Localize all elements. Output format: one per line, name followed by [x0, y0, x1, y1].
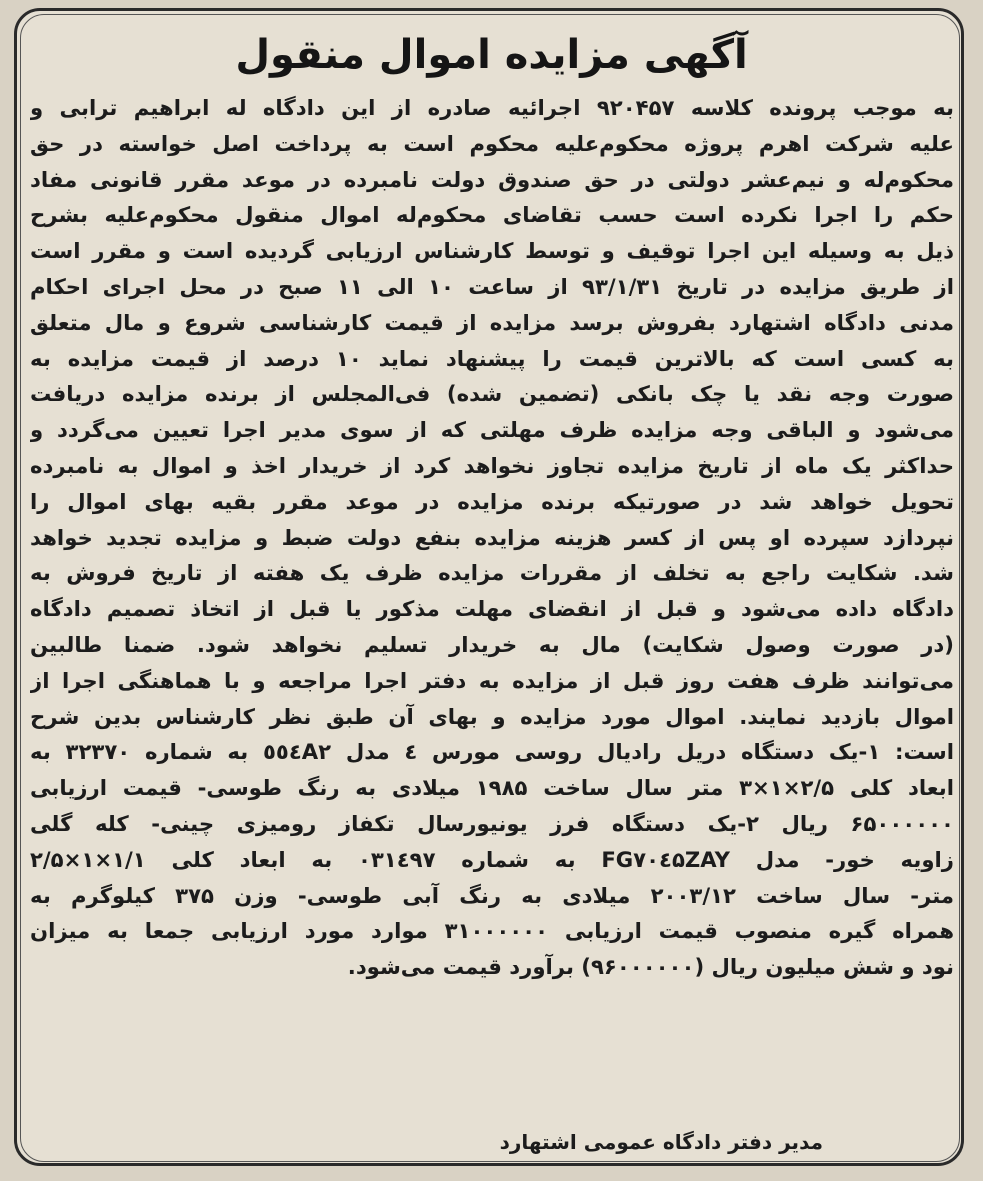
- notice-line: به موجب پرونده کلاسه ۹۲۰۴۵۷ اجرائیه صادره از این دادگاه له ابراهیم ترابی و: [30, 95, 954, 120]
- notice-line: حکم را اجرا نکرده است حسب تقاضای محکوم‌له اموال منقول محکوم‌علیه بشرح: [30, 202, 954, 228]
- notice-line: صورت وجه نقد یا چک بانکی (تضمین شده) فی‌المجلس از برنده مزایده دریافت: [30, 381, 954, 407]
- notice-line: حداکثر یک ماه از تاریخ مزایده تجاوز نخواهد کرد از خریدار اخذ و اموال به نامبرده: [30, 452, 954, 478]
- notice-line: همراه گیره منصوب قیمت ارزیابی ۳۱۰۰۰۰۰۰ موارد مورد ارزیابی جمعا به میزان: [30, 918, 954, 944]
- notice-line: به کسی است که بالاترین قیمت را پیشنهاد نماید ۱۰ درصد از قیمت مزایده به: [30, 345, 954, 371]
- notice-line: علیه شرکت اهرم پروژه محکوم‌علیه محکوم است به پرداخت اصل خواسته در حق: [30, 130, 954, 156]
- notice-line: محکوم‌له و نیم‌عشر دولتی در حق صندوق دولت نامبرده در موعد مقرر قانونی مفاد: [30, 166, 954, 192]
- notice-line: شد. شکایت راجع به تخلف از مقررات مزایده ظرف یک هفته از تاریخ فروش به: [30, 560, 954, 586]
- notice-line: (در صورت وصول شکایت) مال به خریدار تسلیم نخواهد شود. ضمنا طالبین: [30, 631, 954, 657]
- notice-line: است: ۱-یک دستگاه دریل رادیال روسی مورس ٤ مدل ٥٥٤A۲ به شماره ۳۲۳۷۰ به: [30, 739, 954, 765]
- notice-signature: مدیر دفتر دادگاه عمومی اشتهارد: [499, 1130, 823, 1154]
- notice-line: نپردازد سپرده او پس از کسر هزینه مزایده بنفع دولت ضبط و مزایده تجدید خواهد: [30, 524, 954, 550]
- notice-line: می‌شود و الباقی وجه مزایده ظرف مهلتی که از سوی مدیر اجرا تعیین می‌گردد و: [30, 417, 954, 443]
- notice-line: نود و شش میلیون ریال (۹۶۰۰۰۰۰۰) برآورد قیمت می‌شود.: [347, 954, 954, 980]
- notice-line: می‌توانند ظرف هفت روز قبل از مزایده به دفتر اجرا مراجعه و با هماهنگی اجرا از: [30, 667, 954, 693]
- notice-title: آگهی مزایده اموال منقول: [235, 32, 748, 78]
- notice-line: تحویل خواهد شد در صورتیکه برنده مزایده در موعد مقرر بقیه بهای اموال را: [30, 488, 954, 514]
- notice-line: ۶۵۰۰۰۰۰۰ ریال ۲-یک دستگاه فرز یونیورسال تکفاز رومیزی چینی- کله گلی: [30, 810, 954, 836]
- notice-line: ابعاد کلی ۲/۵×۱×۳ متر سال ساخت ۱۹۸۵ میلادی به رنگ طوسی- قیمت ارزیابی: [30, 775, 954, 801]
- notice-line: از طریق مزایده در تاریخ ۹۳/۱/۳۱ از ساعت ۱۰ الی ۱۱ صبح در محل اجرای احکام: [30, 273, 954, 299]
- notice-line: اموال بازدید نمایند. اموال مورد مزایده و بهای آن طبق نظر کارشناس بدین شرح: [30, 703, 954, 729]
- notice-line: مدنی دادگاه اشتهارد بفروش برسد مزایده از قیمت کارشناسی شروع و مال متعلق: [30, 309, 954, 335]
- notice-line: دادگاه داده می‌شود و قبل از انقضای مهلت مذکور یا قبل از اتخاذ تصمیم دادگاه: [30, 596, 954, 622]
- notice-body: [30, 90, 954, 985]
- notice-line: ذیل به وسیله این اجرا توقیف و توسط کارشناس ارزیابی گردیده است و مقرر است: [30, 238, 954, 264]
- notice-line: زاویه خور- مدل FG۷۰٤۵ZAY به شماره ۰۳۱٤۹۷ به ابعاد کلی ۱/۱×۱×۲/۵: [30, 846, 954, 872]
- notice-line: متر- سال ساخت ۲۰۰۳/۱۲ میلادی به رنگ آبی طوسی- وزن ۳۷۵ کیلوگرم به: [30, 882, 954, 908]
